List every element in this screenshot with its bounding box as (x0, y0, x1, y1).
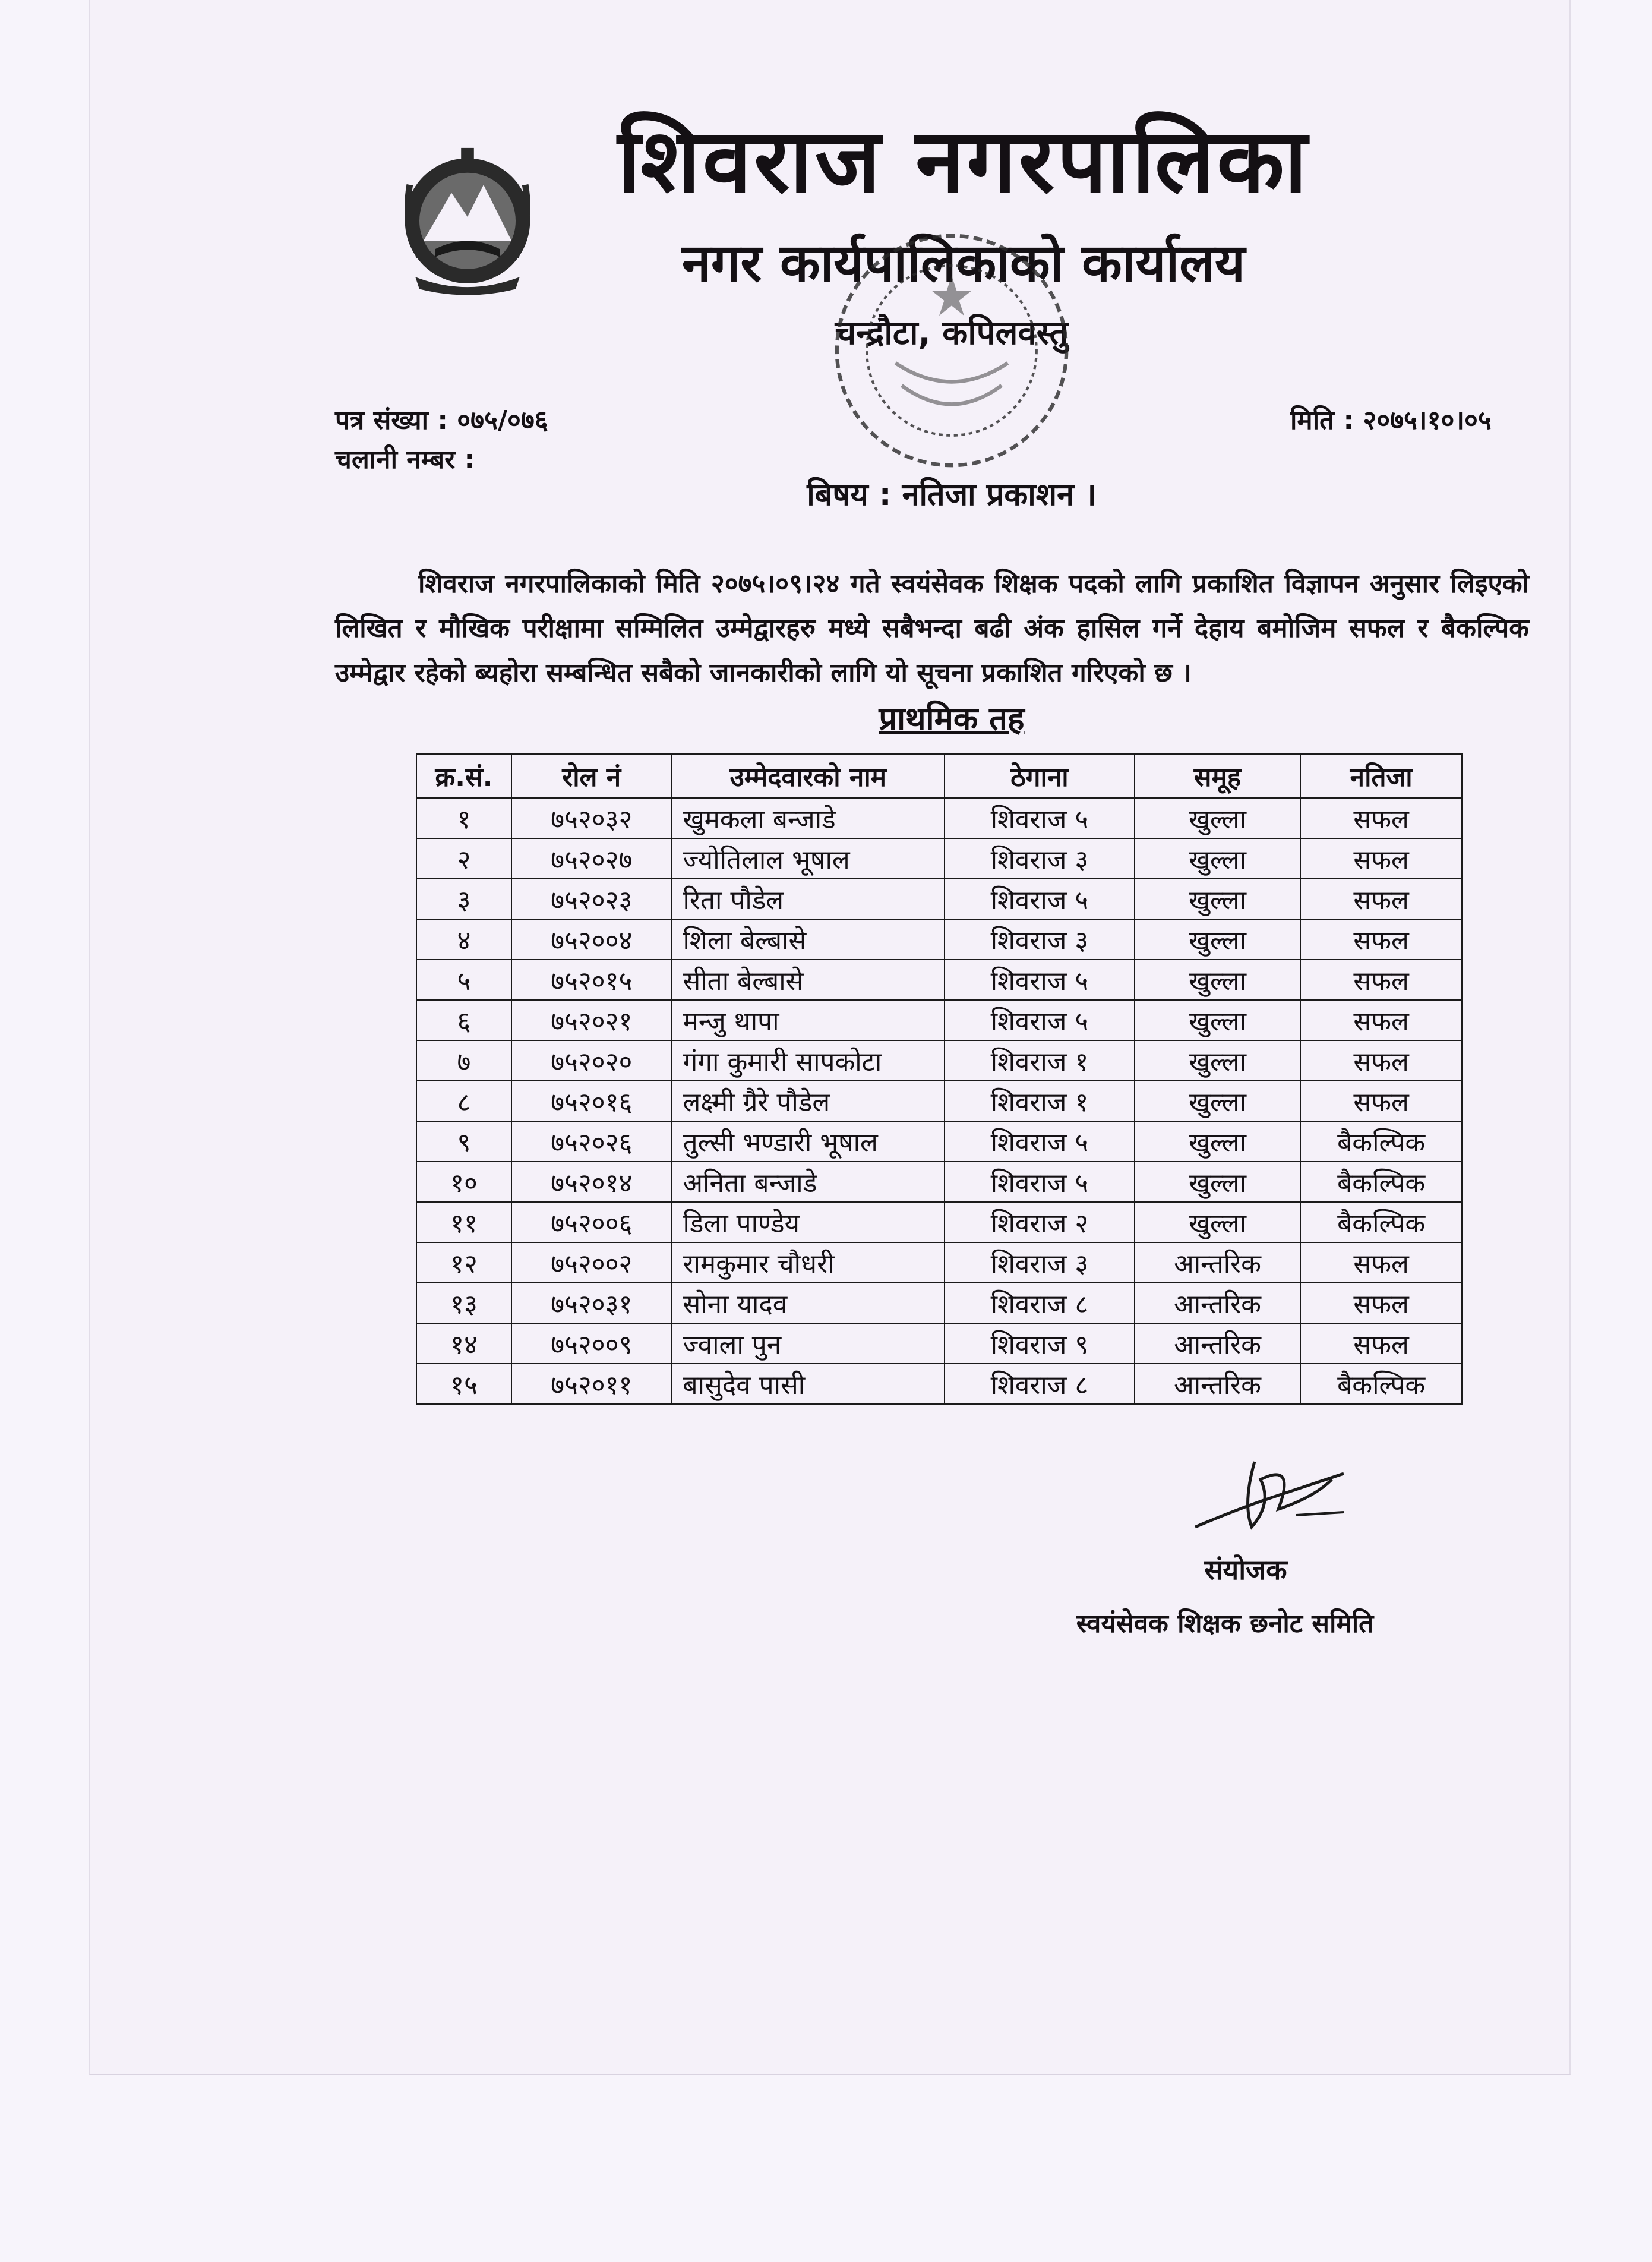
cell-roll: ७५२०१६ (511, 1081, 672, 1121)
cell-name: सीता बेल्बासे (672, 960, 945, 1000)
nepal-emblem-logo (387, 137, 548, 297)
cell-serial: ३ (416, 879, 511, 919)
notice-body: शिवराज नगरपालिकाको मिति २०७५।०९।२४ गते स्वयंसेवक शिक्षक पदको लागि प्रकाशित विज्ञापन अनुसार लिइएको लिखित र मौखिक परीक्षामा सम्मिलित उम्मेद्वारहरु मध्ये सबैभन्दा बढी अंक हासिल गर्ने देहाय बमोजिम सफल र बैकल्पिक उम्मेद्वार रहेको ब्यहोरा सम्बन्धित सबैको जानकारीको लागि यो सूचना प्रकाशित गरिएको छ । (335, 569, 1529, 688)
cell-roll: ७५२०२१ (511, 1000, 672, 1040)
cell-result: सफल (1300, 1242, 1462, 1283)
cell-group: आन्तरिक (1135, 1364, 1301, 1404)
organization-name: शिवराज नगरपालिका (617, 110, 1310, 212)
cell-address: शिवराज ८ (945, 1364, 1135, 1404)
cell-result: सफल (1300, 879, 1462, 919)
col-header-name: उम्मेदवारको नाम (672, 754, 945, 798)
cell-group: खुल्ला (1135, 1202, 1301, 1242)
results-table (416, 753, 1463, 1405)
cell-group: खुल्ला (1135, 838, 1301, 879)
col-header-roll: रोल नं (511, 754, 672, 798)
cell-address: शिवराज ३ (945, 838, 1135, 879)
cell-roll: ७५२००६ (511, 1202, 672, 1242)
cell-address: शिवराज ५ (945, 960, 1135, 1000)
cell-roll: ७५२०२० (511, 1040, 672, 1081)
cell-result: बैकल्पिक (1300, 1121, 1462, 1162)
table-row (416, 1283, 1462, 1323)
cell-serial: ४ (416, 919, 511, 960)
cell-serial: १ (416, 798, 511, 838)
cell-name: रामकुमार चौधरी (672, 1242, 945, 1283)
cell-serial: ११ (416, 1202, 511, 1242)
office-stamp (827, 226, 1076, 475)
office-name: नगर कार्यपालिकाको कार्यालय (682, 232, 1245, 294)
cell-serial: ८ (416, 1081, 511, 1121)
cell-name: तुल्सी भण्डारी भूषाल (672, 1121, 945, 1162)
cell-address: शिवराज ३ (945, 919, 1135, 960)
col-header-result: नतिजा (1300, 754, 1462, 798)
cell-address: शिवराज ५ (945, 879, 1135, 919)
cell-roll: ७५२००४ (511, 919, 672, 960)
table-row (416, 1364, 1462, 1404)
cell-address: शिवराज ८ (945, 1283, 1135, 1323)
cell-roll: ७५२००९ (511, 1323, 672, 1364)
dispatch-number: चलानी नम्बर : (335, 444, 475, 475)
letter-date: मिति : २०७५।१०।०५ (1290, 405, 1492, 436)
cell-roll: ७५२०३१ (511, 1283, 672, 1323)
cell-result: सफल (1300, 1283, 1462, 1323)
cell-group: खुल्ला (1135, 1162, 1301, 1202)
cell-serial: २ (416, 838, 511, 879)
cell-result: सफल (1300, 1000, 1462, 1040)
cell-group: आन्तरिक (1135, 1283, 1301, 1323)
table-row (416, 960, 1462, 1000)
cell-roll: ७५२०२७ (511, 838, 672, 879)
committee-name: स्वयंसेवक शिक्षक छनोट समिति (1076, 1608, 1374, 1639)
cell-serial: ७ (416, 1040, 511, 1081)
cell-roll: ७५२०१५ (511, 960, 672, 1000)
col-header-group: समूह (1135, 754, 1301, 798)
cell-name: सोना यादव (672, 1283, 945, 1323)
cell-group: खुल्ला (1135, 1040, 1301, 1081)
document-sheet (89, 0, 1571, 2075)
cell-address: शिवराज ५ (945, 1162, 1135, 1202)
cell-name: लक्ष्मी ग्रैरे पौडेल (672, 1081, 945, 1121)
cell-address: शिवराज १ (945, 1081, 1135, 1121)
table-row (416, 879, 1462, 919)
cell-serial: १५ (416, 1364, 511, 1404)
cell-group: आन्तरिक (1135, 1323, 1301, 1364)
cell-name: मन्जु थापा (672, 1000, 945, 1040)
cell-result: सफल (1300, 960, 1462, 1000)
table-row (416, 1323, 1462, 1364)
table-row (416, 838, 1462, 879)
cell-name: बासुदेव पासी (672, 1364, 945, 1404)
table-row (416, 1242, 1462, 1283)
table-row (416, 1121, 1462, 1162)
cell-name: शिला बेल्बासे (672, 919, 945, 960)
cell-result: सफल (1300, 919, 1462, 960)
cell-result: सफल (1300, 1040, 1462, 1081)
cell-serial: ५ (416, 960, 511, 1000)
table-row (416, 1202, 1462, 1242)
cell-result: सफल (1300, 798, 1462, 838)
cell-address: शिवराज ५ (945, 1121, 1135, 1162)
table-row (416, 919, 1462, 960)
cell-group: खुल्ला (1135, 1081, 1301, 1121)
table-header-row (416, 754, 1462, 798)
col-header-address: ठेगाना (945, 754, 1135, 798)
cell-address: शिवराज १ (945, 1040, 1135, 1081)
cell-result: सफल (1300, 1081, 1462, 1121)
cell-result: बैकल्पिक (1300, 1202, 1462, 1242)
table-row (416, 1162, 1462, 1202)
cell-result: बैकल्पिक (1300, 1162, 1462, 1202)
cell-result: सफल (1300, 838, 1462, 879)
cell-group: खुल्ला (1135, 879, 1301, 919)
cell-roll: ७५२०२३ (511, 879, 672, 919)
cell-address: शिवराज ५ (945, 1000, 1135, 1040)
cell-serial: १२ (416, 1242, 511, 1283)
cell-result: बैकल्पिक (1300, 1364, 1462, 1404)
reference-block (335, 401, 548, 479)
cell-name: ज्वाला पुन (672, 1323, 945, 1364)
cell-roll: ७५२०११ (511, 1364, 672, 1404)
cell-address: शिवराज ३ (945, 1242, 1135, 1283)
cell-address: शिवराज ९ (945, 1323, 1135, 1364)
cell-result: सफल (1300, 1323, 1462, 1364)
cell-group: खुल्ला (1135, 919, 1301, 960)
letter-number: पत्र संख्या : ०७५/०७६ (335, 405, 548, 436)
cell-roll: ७५२०३२ (511, 798, 672, 838)
col-header-serial: क्र.सं. (416, 754, 511, 798)
cell-roll: ७५२०१४ (511, 1162, 672, 1202)
table-row (416, 1081, 1462, 1121)
cell-serial: १४ (416, 1323, 511, 1364)
cell-serial: १० (416, 1162, 511, 1202)
table-row (416, 798, 1462, 838)
handwritten-signature (1183, 1438, 1362, 1545)
cell-group: खुल्ला (1135, 1000, 1301, 1040)
cell-name: अनिता बन्जाडे (672, 1162, 945, 1202)
office-address: चन्द्रौटा, कपिलवस्तु (835, 314, 1069, 352)
table-row (416, 1000, 1462, 1040)
cell-name: गंगा कुमारी सापकोटा (672, 1040, 945, 1081)
cell-group: खुल्ला (1135, 1121, 1301, 1162)
cell-name: ज्योतिलाल भूषाल (672, 838, 945, 879)
cell-serial: १३ (416, 1283, 511, 1323)
cell-name: रिता पौडेल (672, 879, 945, 919)
cell-roll: ७५२०२६ (511, 1121, 672, 1162)
section-title: प्राथमिक तह (879, 700, 1025, 737)
subject-line: बिषय : नतिजा प्रकाशन । (807, 477, 1097, 513)
cell-serial: ९ (416, 1121, 511, 1162)
cell-address: शिवराज २ (945, 1202, 1135, 1242)
cell-address: शिवराज ५ (945, 798, 1135, 838)
table-row (416, 1040, 1462, 1081)
signatory-title: संयोजक (1204, 1554, 1287, 1586)
cell-roll: ७५२००२ (511, 1242, 672, 1283)
cell-serial: ६ (416, 1000, 511, 1040)
cell-name: खुमकला बन्जाडे (672, 798, 945, 838)
cell-group: खुल्ला (1135, 960, 1301, 1000)
cell-group: खुल्ला (1135, 798, 1301, 838)
cell-name: डिला पाण्डेय (672, 1202, 945, 1242)
cell-group: आन्तरिक (1135, 1242, 1301, 1283)
